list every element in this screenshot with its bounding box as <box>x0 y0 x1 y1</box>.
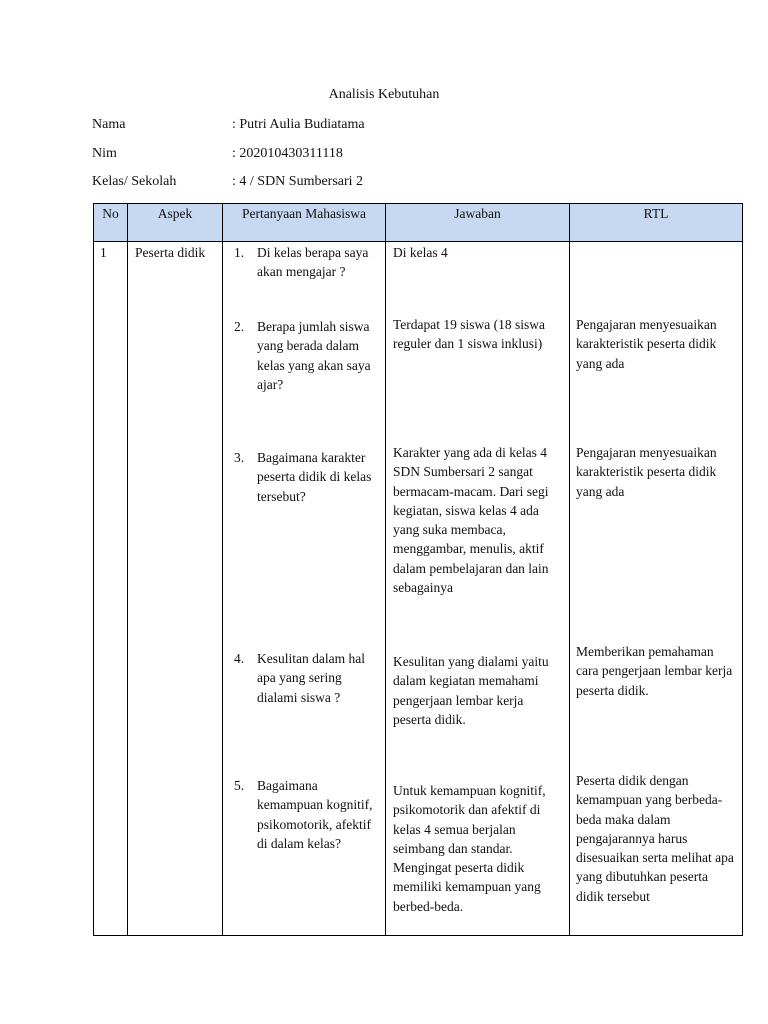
answer-text: Terdapat 19 siswa (18 siswa reguler dan 1 siswa inklusi) <box>393 317 546 352</box>
info-value: : Putri Aulia Budiatama <box>232 117 365 132</box>
question-text: Bagaimana kemampuan kognitif, psikomotorik, afektif di dalam kelas? <box>257 778 373 851</box>
column-divider <box>222 204 223 935</box>
info-label: Nama <box>92 117 126 132</box>
answer-text: Untuk kemampuan kognitif, psikomotorik dan afektif di kelas 4 semua berjalan seimbang dan standar. Mengingat peserta didik memiliki kemampuan yang berbed-beda. <box>393 783 546 914</box>
document-title: Analisis Kebutuhan <box>328 87 440 102</box>
header-pertanyaan: Pertanyaan Mahasiswa <box>241 206 367 221</box>
question-number: 4. <box>234 651 245 666</box>
question-number: 5. <box>234 778 245 793</box>
column-divider <box>385 204 386 935</box>
question-number: 1. <box>234 245 245 260</box>
question-text: Kesulitan dalam hal apa yang sering dialami siswa ? <box>257 651 365 705</box>
question-text: Berapa jumlah siswa yang berada dalam kelas yang akan saya ajar? <box>257 319 371 392</box>
answer-text: Di kelas 4 <box>393 245 448 260</box>
question-text: Di kelas berapa saya akan mengajar ? <box>257 245 369 280</box>
column-divider <box>127 204 128 935</box>
question-number: 2. <box>234 319 245 334</box>
info-label: Nim <box>92 146 117 161</box>
info-value: : 202010430311118 <box>232 146 343 161</box>
rtl-text: Peserta didik dengan kemampuan yang berbeda-beda maka dalam pengajarannya harus disesuaikan serta melihat apa yang dibutuhkan peserta didik tersebut <box>576 773 734 904</box>
question-number: 3. <box>234 450 245 465</box>
header-no: No <box>102 206 119 221</box>
rtl-text: Pengajaran menyesuaikan karakteristik peserta didik yang ada <box>576 445 717 499</box>
row-no: 1 <box>100 245 107 260</box>
answer-text: Kesulitan yang dialami yaitu dalam kegiatan memahami pengerjaan lembar kerja peserta didik. <box>393 654 549 727</box>
header-jawaban: Jawaban <box>454 206 501 221</box>
answer-text: Karakter yang ada di kelas 4 SDN Sumbersari 2 sangat bermacam-macam. Dari segi kegiatan, siswa kelas 4 ada yang suka membaca, menggambar, menulis, aktif dalam pembelajaran dan lain sebagainya <box>393 445 549 596</box>
info-label: Kelas/ Sekolah <box>92 174 177 189</box>
header-aspek: Aspek <box>157 206 193 221</box>
rtl-text: Pengajaran menyesuaikan karakteristik peserta didik yang ada <box>576 317 717 371</box>
analysis-table <box>93 203 743 936</box>
info-value: : 4 / SDN Sumbersari 2 <box>232 174 364 189</box>
rtl-text: Memberikan pemahaman cara pengerjaan lembar kerja peserta didik. <box>576 644 733 698</box>
column-divider <box>569 204 570 935</box>
row-aspek: Peserta didik <box>135 245 206 260</box>
question-text: Bagaimana karakter peserta didik di kelas tersebut? <box>257 450 372 504</box>
header-rtl: RTL <box>643 206 669 221</box>
